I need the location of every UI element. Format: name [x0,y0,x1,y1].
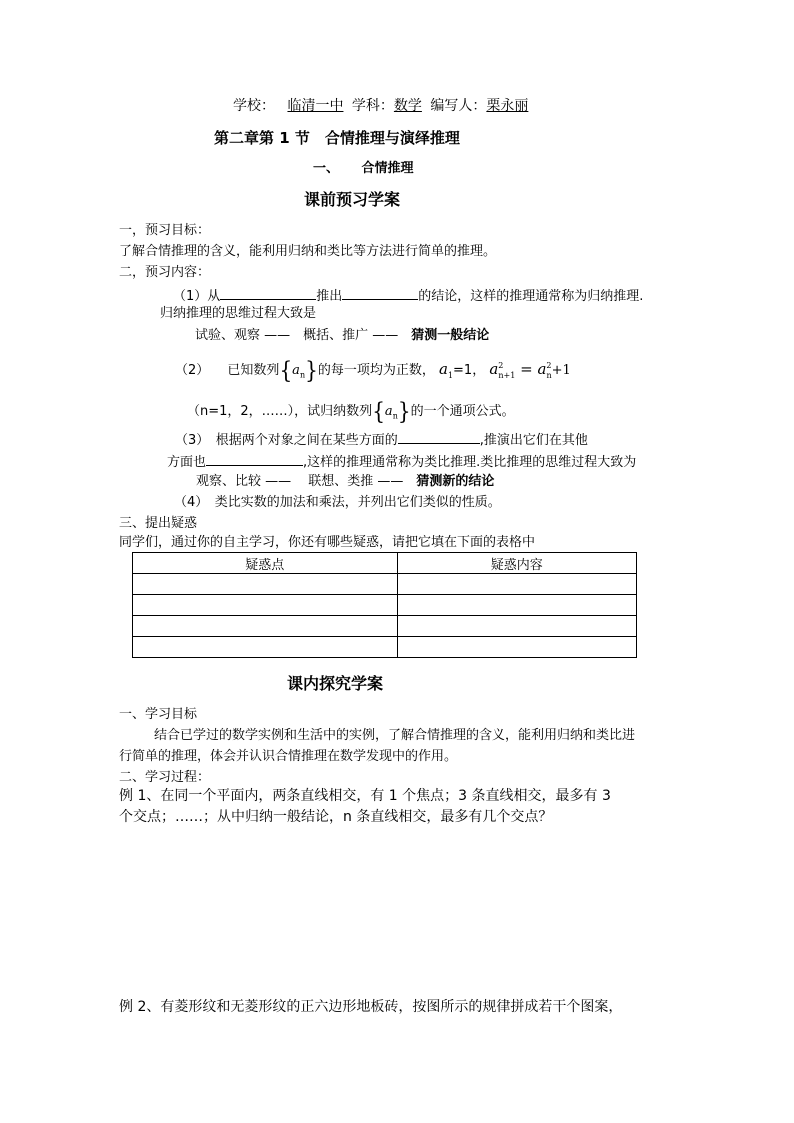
item3-line2-text-b: ,这样的推理通常称为类比推理.类比推理的思维过程大致为 [303,455,637,470]
table-cell[interactable] [397,616,636,637]
item3-flow-conclusion: 猜测新的结论 [416,474,495,489]
table-row [133,574,637,595]
item2-number: （2） [175,363,210,378]
item1-text-c: 的结论，这样的推理通常称为归纳推理. [418,289,644,304]
author-name: 栗永丽 [486,98,529,114]
explore-goal-heading: 一、学习目标 [119,707,198,722]
header-line [233,98,528,115]
school-name: 临清一中 [287,98,344,114]
author-label: 编写人： [430,98,487,114]
item1-flow-conclusion: 猜测一般结论 [411,328,490,343]
subject-name: 数学 [393,98,422,114]
table-cell[interactable] [397,637,636,658]
explore-process-heading: 二、学习过程： [119,770,211,785]
example-1-line-2: 个交点；……；从中归纳一般结论，n 条直线相交，最多有几个交点？ [119,809,553,825]
section-number: 一、 [313,161,340,176]
item2-eq1: =1， [453,363,486,378]
table-cell[interactable] [397,574,636,595]
fill-blank[interactable] [206,453,303,466]
item3-line2-text-a: 方面也 [167,455,207,470]
chapter-title: 第二章第 1 节 合情推理与演绎推理 [214,129,460,147]
preview-goals-heading: 一，预习目标： [119,223,211,238]
item2-text-1: 已知数列 [227,363,280,378]
section-text: 合情推理 [361,161,414,176]
preview-item-3 [175,431,588,449]
table-header-cell: 疑惑点 [133,553,398,574]
item2-line-2 [187,399,515,423]
item2-text-2: 的每一项均为正数， [317,363,435,378]
table-row [133,616,637,637]
table-cell[interactable] [133,574,398,595]
table-header-cell: 疑惑内容 [397,553,636,574]
recurrence-formula: $a^2_{n+1} = a^2_n$ [489,360,552,380]
item1-text-a: （1）从 [173,289,221,304]
recurrence-plus-one: +1 [551,363,571,378]
fill-blank[interactable] [398,431,480,444]
example-1-line-1: 例 1、在同一个平面内，两条直线相交，有 1 个焦点；3 条直线相交，最多有 3 [119,788,611,804]
table-cell[interactable] [133,595,398,616]
item1-text-b: 推出 [316,289,343,304]
table-header-row [133,553,637,574]
explore-goal-line-2: 行简单的推理，体会并认识合情推理在数学发现中的作用。 [119,749,458,764]
item3-flow [196,474,494,490]
item1-line-2: 归纳推理的思维过程大致是 [160,306,317,321]
item1-flow-text: 试验、观察 —— 概括、推广 —— [195,328,412,343]
table-cell[interactable] [397,595,636,616]
item3-line-2 [167,453,636,471]
initial-term-formula: $a_1$ [438,360,454,380]
table-row [133,595,637,616]
fill-blank[interactable] [342,287,418,300]
preview-content-heading: 二，预习内容： [119,265,211,280]
doubt-heading: 三、提出疑惑 [119,516,198,531]
table-row [133,637,637,658]
school-label: 学校： [233,98,275,114]
preview-goals-text: 了解合情推理的含义，能利用归纳和类比等方法进行简单的推理。 [119,244,497,259]
table-cell[interactable] [133,637,398,658]
preview-item-2 [175,358,571,382]
item3-text-b: ,推演出它们在其他 [479,433,588,448]
doubt-instructions: 同学们，通过你的自主学习，你还有哪些疑惑，请把它填在下面的表格中 [119,535,536,550]
item3-flow-text: 观察、比较 —— 联想、类推 —— [196,474,417,489]
explore-goal-line-1: 结合已学过的数学实例和生活中的实例，了解合情推理的含义，能利用归纳和类比进 [154,728,636,743]
preview-title: 课前预习学案 [304,190,401,209]
item2-line2-text-b: 的一个通项公式。 [410,404,515,419]
sequence-formula: $\{a_n\}$ [279,356,318,384]
preview-item-1 [173,287,643,305]
preview-item-4: （4） 类比实数的加法和乘法，并列出它们类似的性质。 [174,495,501,510]
doubt-table [132,552,637,658]
table-cell[interactable] [133,616,398,637]
subject-label: 学科： [351,98,394,114]
sequence-formula: $\{a_n\}$ [372,397,411,425]
item3-text-a: （3） 根据两个对象之间在某些方面的 [175,433,398,448]
item2-line2-text-a: （n=1，2，……），试归纳数列 [187,404,373,419]
section-title [313,161,414,177]
example-2-line-1: 例 2、有菱形纹和无菱形纹的正六边形地板砖，按图所示的规律拼成若干个图案， [119,999,623,1015]
item1-flow [195,328,489,344]
fill-blank[interactable] [220,287,316,300]
explore-title: 课内探究学案 [287,674,384,693]
